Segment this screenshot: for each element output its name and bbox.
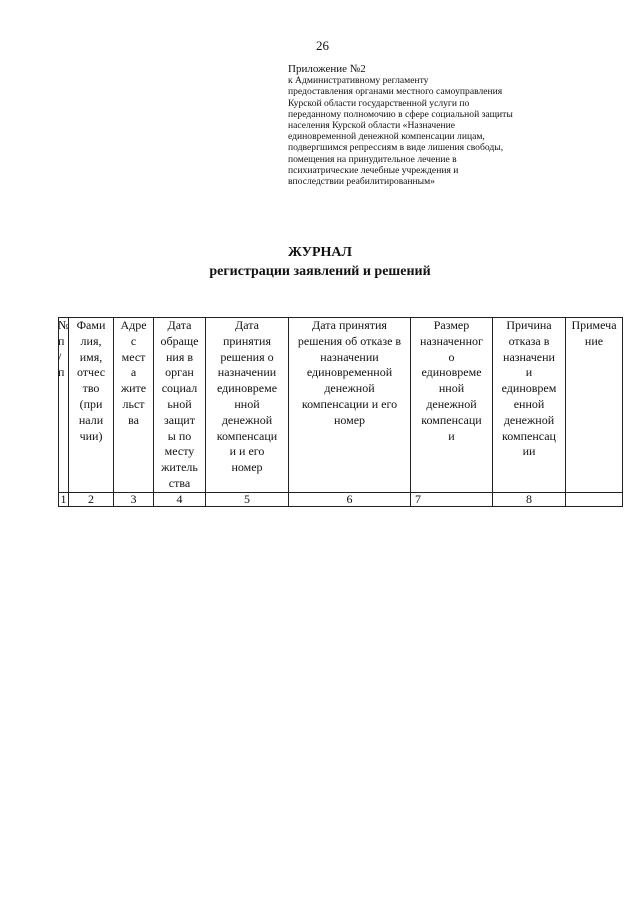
header-cell-note	[566, 318, 623, 493]
appendix-line: помещения на принудительное лечение в	[288, 153, 457, 165]
appendix-line: подвергшимся репрессиям в виде лишения свободы,	[288, 142, 504, 154]
number-cell: 6	[289, 492, 411, 506]
header-cell-compensation-amount	[411, 318, 493, 493]
number-cell-text: 7	[415, 492, 421, 507]
header-text: Размер назначенног о единовреме нной денежной компенсаци и	[420, 318, 483, 443]
number-cell: 4	[154, 492, 206, 506]
journal-title: ЖУРНАЛ	[288, 245, 352, 260]
header-text: Причина отказа в назначени и единоврем енной денежной компенсац ии	[501, 318, 557, 459]
header-cell-approval-date	[206, 318, 289, 493]
header-text: Адре с мест а жите льст ва	[120, 318, 147, 427]
header-cell-number	[59, 318, 69, 493]
header-cell-address	[114, 318, 154, 493]
appendix-line: переданному полномочию в сфере социальной защиты	[288, 108, 513, 120]
appendix-block	[288, 64, 588, 187]
appendix-line: предоставления органами местного самоуправления	[288, 86, 503, 98]
header-text: Дата обраще ния в орган социал ьной защит ы по месту житель ства	[160, 318, 199, 490]
header-cell-application-date	[154, 318, 206, 493]
appendix-line: населения Курской области «Назначение	[288, 120, 456, 132]
header-text: Фами лия, имя, отчес тво (при нали чии)	[76, 318, 106, 443]
table-number-row	[59, 492, 623, 506]
header-text: Примеча ние	[571, 318, 617, 348]
number-cell: 1	[60, 492, 67, 507]
header-cell-refusal-reason	[493, 318, 566, 493]
number-cell	[566, 492, 623, 506]
page-number: 26	[316, 38, 329, 53]
header-cell-full-name	[69, 318, 114, 493]
appendix-line: психиатрические лечебные учреждения и	[288, 164, 459, 176]
appendix-title: Приложение №2	[288, 63, 366, 75]
header-cell-refusal-date	[289, 318, 411, 493]
appendix-line: единовременной денежной компенсации лицам,	[288, 131, 485, 143]
registration-table	[58, 317, 623, 507]
table-header-row	[59, 318, 623, 493]
header-text: Дата принятия решения о назначении единовреме нной денежной компенсаци и и его номер	[216, 318, 278, 475]
number-cell	[411, 492, 493, 506]
number-cell: 3	[114, 492, 154, 506]
number-cell: 5	[206, 492, 289, 506]
header-text: № п / п	[58, 318, 70, 380]
appendix-line: впоследствии реабилитированным»	[288, 176, 435, 188]
header-text: Дата принятия решения об отказе в назначении единовременной денежной компенсации и его номер	[297, 318, 402, 427]
number-cell: 2	[69, 492, 114, 506]
appendix-line: к Административному регламенту	[288, 75, 429, 87]
journal-subtitle: регистрации заявлений и решений	[209, 264, 431, 279]
number-cell: 8	[493, 492, 566, 506]
appendix-line: Курской области государственной услуги по	[288, 97, 470, 109]
